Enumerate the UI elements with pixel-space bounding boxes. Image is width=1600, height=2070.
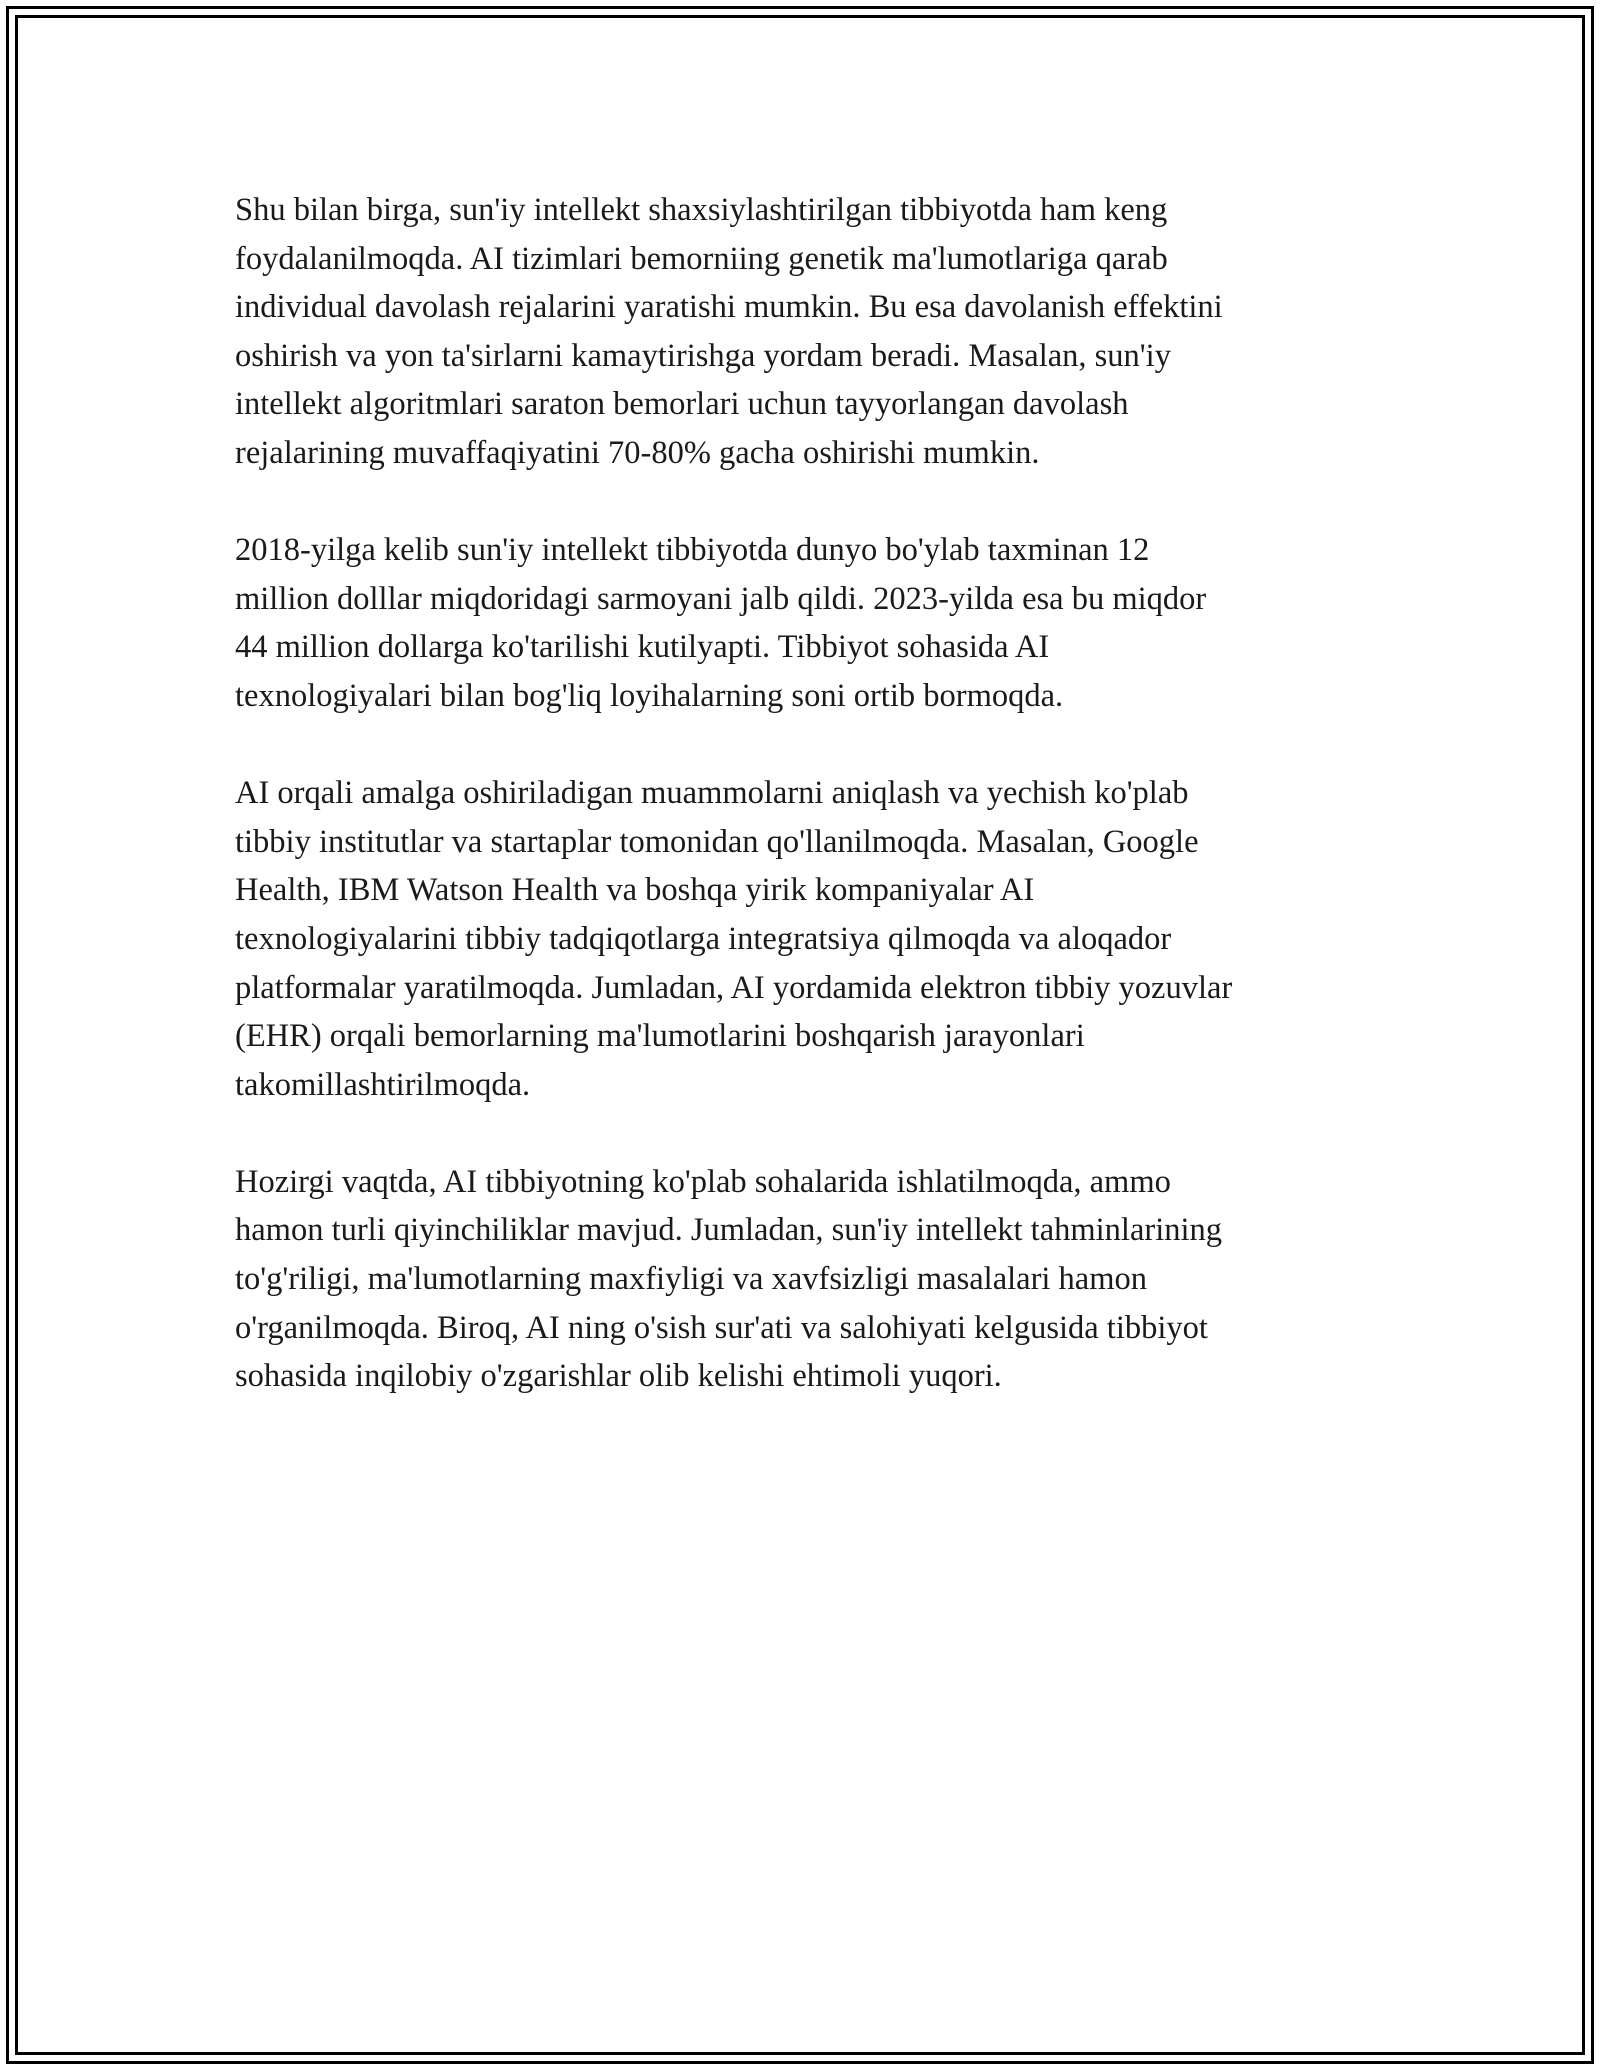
text-line: texnologiyalari bilan bog'liq loyihalarning soni ortib bormoqda.: [235, 677, 1064, 714]
text-line: Shu bilan birga, sun'iy intellekt shaxsiylashtirilgan tibbiyotda ham keng: [235, 192, 1168, 228]
text-line: takomillashtirilmoqda.: [235, 1066, 531, 1103]
text-line: million dolllar miqdoridagi sarmoyani jalb qildi. 2023-yilda esa bu miqdor: [235, 580, 1207, 617]
document-body: [235, 186, 1385, 1401]
text-line: texnologiyalarini tibbiy tadqiqotlarga integratsiya qilmoqda va aloqador: [235, 920, 1172, 957]
text-line: 44 million dollarga ko'tarilishi kutilyapti. Tibbiyot sohasida AI: [235, 629, 1050, 666]
text-line: platformalar yaratilmoqda. Jumladan, AI yordamida elektron tibbiy yozuvlar: [235, 969, 1233, 1006]
text-line: Health, IBM Watson Health va boshqa yirik kompaniyalar AI: [235, 872, 1035, 909]
text-line: (EHR) orqali bemorlarning ma'lumotlarini boshqarish jarayonlari: [235, 1018, 1085, 1055]
text-line: tibbiy institutlar va startaplar tomonidan qo'llanilmoqda. Masalan, Google: [235, 823, 1199, 860]
text-line: oshirish va yon ta'sirlarni kamaytirishga yordam beradi. Masalan, sun'iy: [235, 337, 1171, 374]
text-line: 2018-yilga kelib sun'iy intellekt tibbiyotda dunyo bo'ylab taxminan 12: [235, 532, 1150, 569]
text-line: hamon turli qiyinchiliklar mavjud. Jumladan, sun'iy intellekt tahminlarining: [235, 1212, 1223, 1249]
text-line: o'rganilmoqda. Biroq, AI ning o'sish sur'ati va salohiyati kelgusida tibbiyot: [235, 1309, 1208, 1346]
text-line: individual davolash rejalarini yaratishi mumkin. Bu esa davolanish effektini: [235, 289, 1223, 326]
paragraph-investment: [235, 526, 1385, 720]
text-line: intellekt algoritmlari saraton bemorlari uchun tayyorlangan davolash: [235, 386, 1129, 423]
paragraph-personalized-medicine: [235, 186, 1385, 478]
text-line: rejalarining muvaffaqiyatini 70-80% gacha oshirishi mumkin.: [235, 434, 1040, 471]
text-line: AI orqali amalga oshiriladigan muammolarni aniqlash va yechish ko'plab: [235, 775, 1189, 812]
paragraph-institutions: [235, 769, 1385, 1109]
text-line: to'g'riligi, ma'lumotlarning maxfiyligi va xavfsizligi masalalari hamon: [235, 1261, 1148, 1298]
text-line: Hozirgi vaqtda, AI tibbiyotning ko'plab sohalarida ishlatilmoqda, ammo: [235, 1163, 1171, 1200]
text-line: foydalanilmoqda. AI tizimlari bemorniing genetik ma'lumotlariga qarab: [235, 240, 1168, 277]
text-line: sohasida inqilobiy o'zgarishlar olib kelishi ehtimoli yuqori.: [235, 1358, 1002, 1395]
paragraph-challenges: [235, 1158, 1385, 1401]
